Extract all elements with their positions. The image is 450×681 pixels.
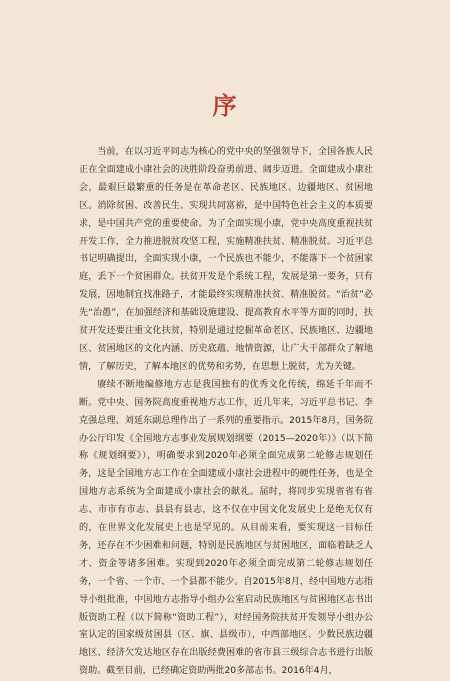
paragraph: 赓续不断地编修地方志是我国独有的优秀文化传统，绵延千年而不断。党中央、国务院高度重视地方志工作，近几年来，习近平总书记、李克强总理、刘延东副总理作出了一系列的重要指示。2015年8月，国务院办公厅印发《全国地方志事业发展规划纲要（2015—2020年）》（以下简称《规划纲要》），明确要求到2020年必须全面完成第二轮修志规划任务，这是全国地方志工作在全面建成小康社会进程中的硬性任务，也是全国地方志系统为全面建成小康社会的献礼。届时，将同步实现省省有省志、市市有市志、县县有县志，这不仅在中国文化发展史上是绝无仅有的，在世界文化发展史上也是罕见的。从目前来看，要实现这一目标任务，还存在不少困难和问题，特别是民族地区与贫困地区，面临着缺乏人才、资金等诸多困难。实现到2020年必须全面完成第二轮修志规划任务，一个省、一个市、一个县都不能少。自2015年8月，经中国地方志指导小组批准，中国地方志指导小组办公室启动民族地区与贫困地区志书出版资助工程（以下简称“资助工程”），对经国务院扶贫开发领导小组办公室认定的国家级贫困县（区、旗、县级市），中西部地区、少数民族边疆地区、经济欠发达地区存在出版经费困难的省市县三级综合志书进行出版资助。截至目前，已经确定资助两批20多部志书。2016年4月， (79, 379, 373, 677)
page-title: 序 (212, 91, 238, 120)
preface-body (79, 144, 373, 681)
paragraph: 当前，在以习近平同志为核心的党中央的坚强领导下，全国各族人民正在全面建成小康社会的决胜阶段奋勇前进、阔步迈进。全面建成小康社会，最艰巨最繁重的任务是在革命老区、民族地区、边疆地区、贫困地区。消除贫困、改善民生、实现共同富裕，是中国特色社会主义的本质要求，是中国共产党的重要使命。为了全面实现小康，党中央高度重视扶贫开发工作，全力推进脱贫攻坚工程，实施精准扶贫、精准脱贫。习近平总书记明确提出，全面实现小康，一个民族也不能少，不能落下一个贫困家庭，丢下一个贫困群众。扶贫开发是个系统工程，发展是第一要务，只有发展，因地制宜找准路子，才能最终实现精准扶贫、精准脱贫。“治贫”必先“治愚”，在加强经济和基础设施建设、提高教育水平等方面的同时，扶贫开发还要注重文化扶贫，特别是通过挖掘革命老区、民族地区、边疆地区、贫困地区的文化内涵、历史底蕴、地情资源，让广大干部群众了解地情，了解历史，了解本地区的优势和劣势，在思想上脱贫，尤为关键。 (79, 147, 373, 372)
